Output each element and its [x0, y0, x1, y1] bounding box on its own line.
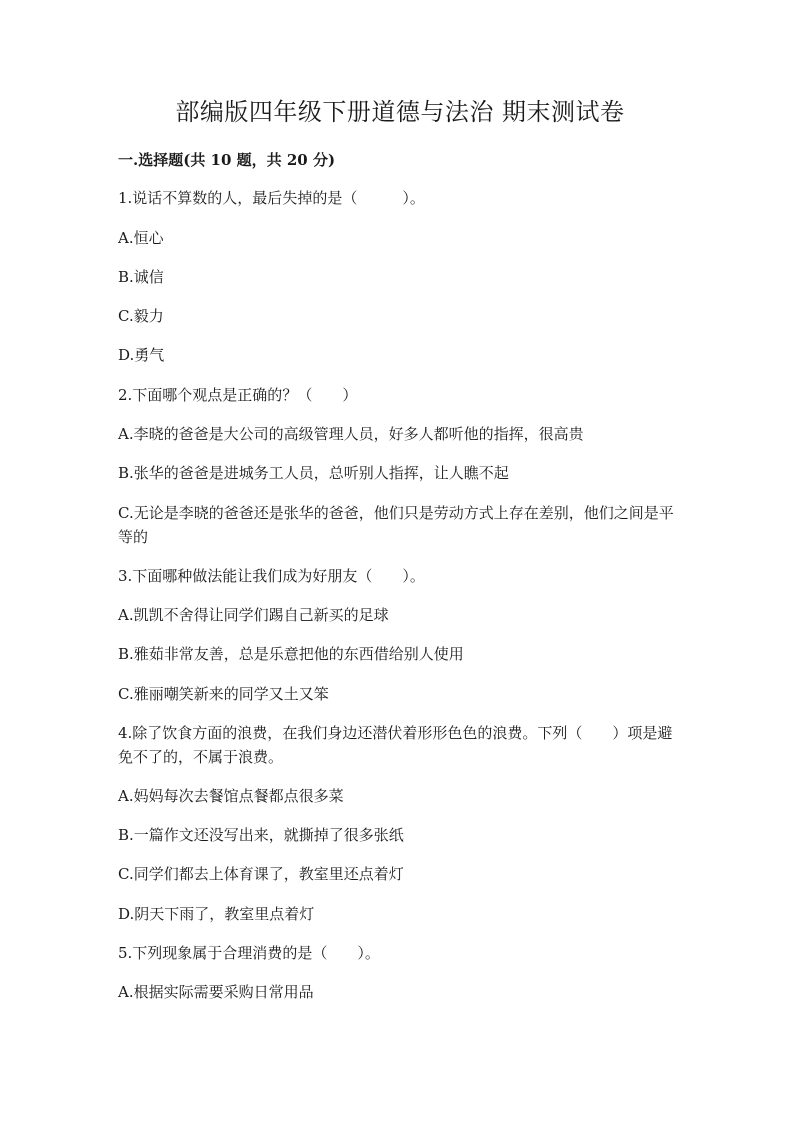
- question-2-option-b: B.张华的爸爸是进城务工人员，总听别人指挥，让人瞧不起: [118, 464, 509, 482]
- question-5-stem: 5.下列现象属于合理消费的是（ ）。: [118, 944, 380, 962]
- question-1-stem: 1.说话不算数的人，最后失掉的是（ ）。: [118, 189, 425, 207]
- section-heading: 一.选择题(共 10 题，共 20 分): [118, 151, 336, 169]
- question-3-option-a: A.凯凯不舍得让同学们踢自己新买的足球: [118, 606, 389, 624]
- question-4-option-d: D.阴天下雨了，教室里点着灯: [118, 905, 315, 923]
- question-4-option-a: A.妈妈每次去餐馆点餐都点很多菜: [118, 787, 344, 805]
- question-2-stem: 2.下面哪个观点是正确的？（ ）: [118, 386, 358, 404]
- question-1-option-a: A.恒心: [118, 229, 164, 247]
- question-1-option-d: D.勇气: [118, 346, 165, 364]
- question-4-option-c: C.同学们都去上体育课了，教室里还点着灯: [118, 865, 404, 883]
- question-3-option-b: B.雅茹非常友善，总是乐意把他的东西借给别人使用: [118, 645, 464, 663]
- question-4-stem: 4.除了饮食方面的浪费，在我们身边还潜伏着形形色色的浪费。下列（ ）项是避免不了的，不属于浪费。: [118, 724, 673, 766]
- question-2-option-c: C.无论是李晓的爸爸还是张华的爸爸，他们只是劳动方式上存在差别，他们之间是平等的: [118, 504, 674, 546]
- question-3-option-c: C.雅丽嘲笑新来的同学又土又笨: [118, 685, 329, 703]
- page-title: 部编版四年级下册道德与法治 期末测试卷: [175, 98, 625, 126]
- question-1-option-b: B.诚信: [118, 268, 164, 286]
- question-3-stem: 3.下面哪种做法能让我们成为好朋友（ ）。: [118, 567, 425, 585]
- question-5-option-a: A.根据实际需要采购日常用品: [118, 983, 314, 1001]
- question-2-option-a: A.李晓的爸爸是大公司的高级管理人员，好多人都听他的指挥，很高贵: [118, 425, 584, 443]
- question-4-option-b: B.一篇作文还没写出来，就撕掉了很多张纸: [118, 826, 404, 844]
- question-1-option-c: C.毅力: [118, 307, 164, 325]
